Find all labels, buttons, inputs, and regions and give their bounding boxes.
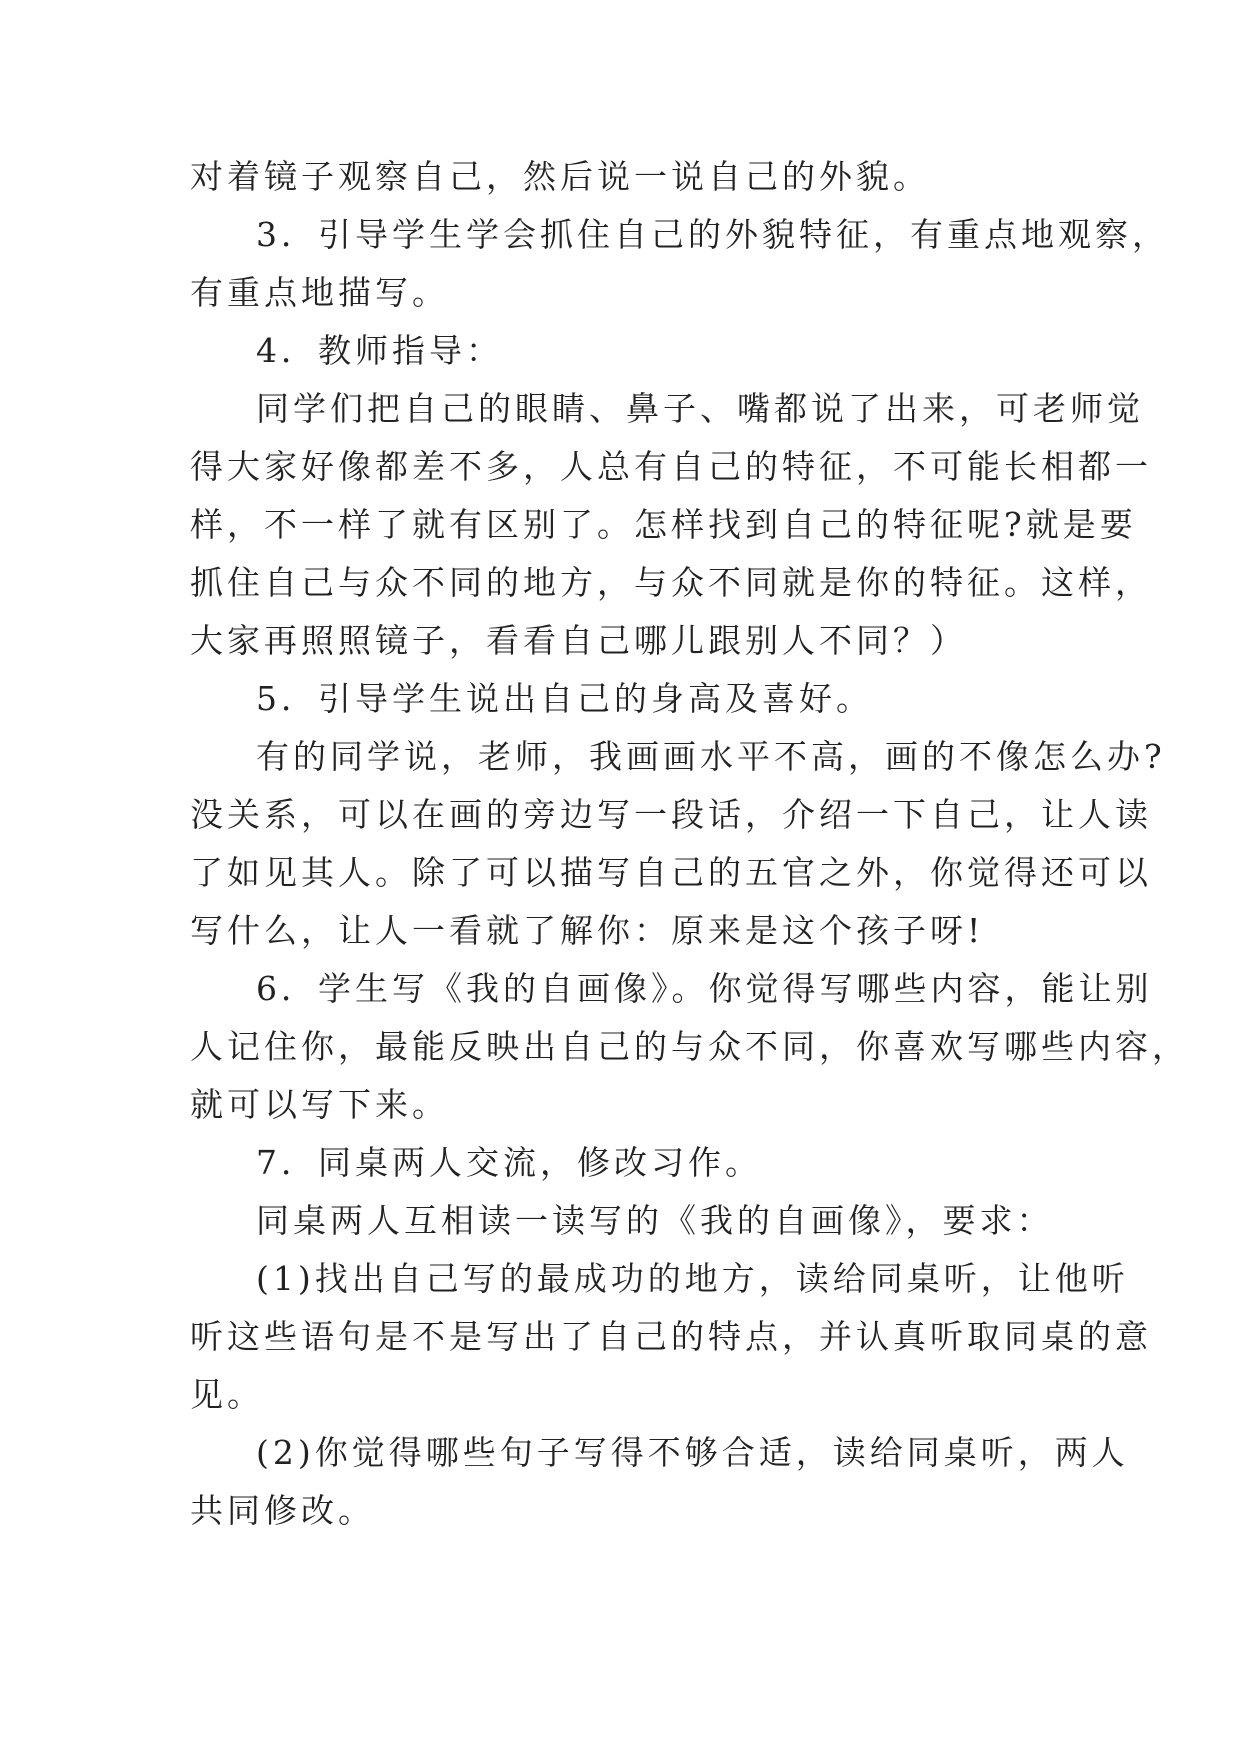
text-line: 见。 — [190, 1375, 264, 1414]
paragraph-requirements-intro — [190, 1192, 1070, 1250]
paragraph-teacher-guidance — [190, 380, 1152, 670]
text-line: 听这些语句是不是写出了自己的特点，并认真听取同桌的意 — [190, 1317, 1152, 1356]
paragraph-drawing-question — [190, 728, 1166, 960]
text-line: 7．同桌两人交流，修改习作。 — [256, 1143, 762, 1182]
text-line: 了如见其人。除了可以描写自己的五官之外，你觉得还可以 — [190, 853, 1152, 892]
text-line: 共同修改。 — [190, 1491, 375, 1530]
text-line: 没关系，可以在画的旁边写一段话，介绍一下自己，让人读 — [190, 795, 1152, 834]
text-line: 抓住自己与众不同的地方，与众不同就是你的特征。这样， — [190, 563, 1152, 602]
paragraph-step-6 — [190, 960, 1189, 1134]
paragraph-requirement-1 — [190, 1250, 1152, 1424]
text-line: 同桌两人互相读一读写的《我的自画像》，要求： — [256, 1201, 1054, 1240]
paragraph-requirement-2 — [190, 1424, 1129, 1540]
text-line: 大家再照照镜子，看看自己哪儿跟别人不同？） — [190, 621, 967, 660]
text-line: 对着镜子观察自己，然后说一说自己的外貌。 — [190, 157, 930, 196]
text-line: 就可以写下来。 — [190, 1085, 449, 1124]
text-line: 3．引导学生学会抓住自己的外貌特征，有重点地观察， — [256, 215, 1169, 254]
text-line: 4．教师指导： — [256, 331, 503, 370]
text-line: 有重点地描写。 — [190, 273, 449, 312]
paragraph-step-5 — [190, 670, 1070, 728]
paragraph-step-3 — [190, 206, 1169, 322]
paragraph-step-4 — [190, 322, 1070, 380]
text-line: 人记住你，最能反映出自己的与众不同，你喜欢写哪些内容， — [190, 1027, 1189, 1066]
text-line: (1)找出自己写的最成功的地方，读给同桌听，让他听 — [256, 1259, 1129, 1298]
text-line: 得大家好像都差不多，人总有自己的特征，不可能长相都一 — [190, 447, 1152, 486]
text-line: 同学们把自己的眼睛、鼻子、嘴都说了出来，可老师觉 — [256, 389, 1144, 428]
text-line: 样，不一样了就有区别了。怎样找到自己的特征呢?就是要 — [190, 505, 1137, 544]
text-line: 写什么，让人一看就了解你：原来是这个孩子呀! — [190, 911, 985, 950]
text-line: (2)你觉得哪些句子写得不够合适，读给同桌听，两人 — [256, 1433, 1129, 1472]
paragraph-mirror-observe — [190, 148, 1070, 206]
text-line: 6．学生写《我的自画像》。你觉得写哪些内容，能让别 — [256, 969, 1153, 1008]
text-line: 5．引导学生说出自己的身高及喜好。 — [256, 679, 873, 718]
paragraph-step-7 — [190, 1134, 1070, 1192]
text-line: 有的同学说，老师，我画画水平不高，画的不像怎么办? — [256, 737, 1166, 776]
